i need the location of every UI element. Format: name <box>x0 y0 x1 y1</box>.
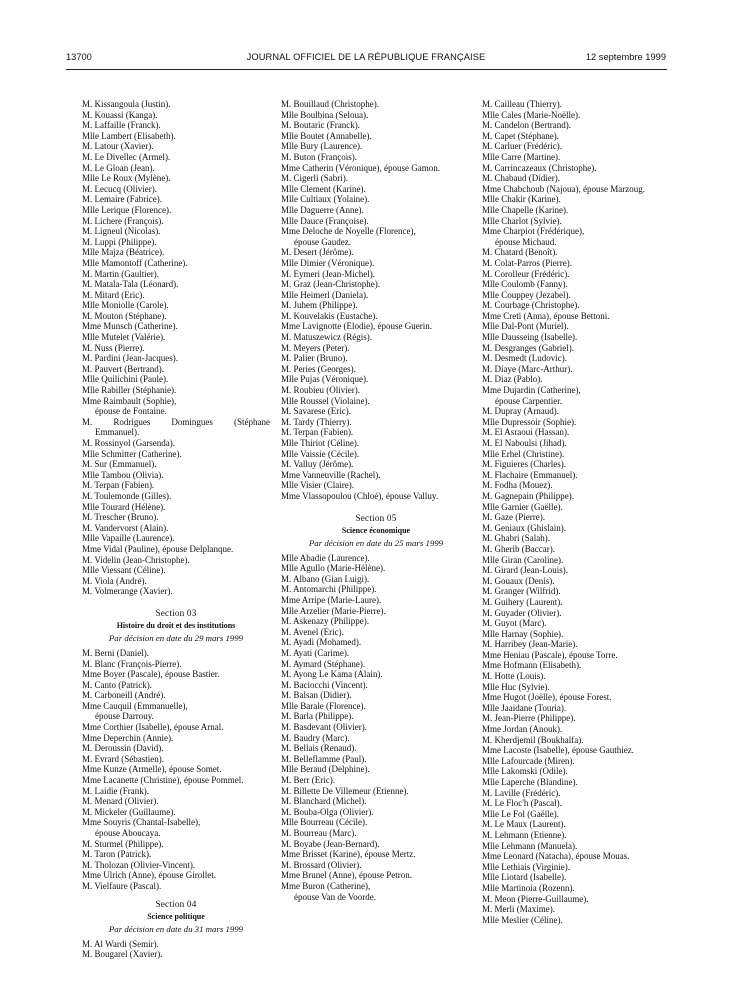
list-item: M. Barla (Philippe). <box>281 711 354 722</box>
list-item: Mlle Rabiller (Stéphanie). <box>82 385 177 396</box>
list-item: Mlle Dal-Pont (Muriel). <box>482 321 569 332</box>
section-title: Section 05 <box>355 512 397 523</box>
list-item: M. Toulemonde (Gilles). <box>82 490 172 501</box>
list-item: M. Terpan (Fabien). <box>82 480 155 491</box>
list-item: Mme Lavignotte (Elodie), épouse Guerin. <box>281 321 432 332</box>
list-item: M. Dupray (Arnaud). <box>482 406 559 417</box>
list-item: M. Gherib (Baccar). <box>482 543 555 554</box>
list-item: Mlle Huc (Sylvie). <box>482 681 550 692</box>
list-item: Mlle Boulbina (Seloua). <box>281 109 369 120</box>
list-item: Mlle Giran (Caroline). <box>482 554 564 565</box>
list-item: M. Cigerli (Sabri). <box>281 173 348 184</box>
list-item: M. Mitard (Eric). <box>82 289 145 300</box>
list-item: M. Kouassi (Kanga). <box>82 109 158 120</box>
list-item: épouse Darrouy. <box>95 711 154 722</box>
list-item: épouse Carpentier. <box>495 395 562 406</box>
list-item: Mlle Schmitter (Catherine). <box>82 448 182 459</box>
list-item: Mlle Lerique (Florence). <box>82 204 172 215</box>
list-item: M. Corolleur (Frédéric). <box>482 268 570 279</box>
list-item: Mme Hugot (Joëlle), épouse Forest. <box>482 692 612 703</box>
name-list <box>82 939 270 960</box>
list-item: M. Boyabe (Jean-Bernard). <box>281 838 380 849</box>
list-item: Mlle Le Roux (Mylène). <box>82 173 171 184</box>
list-item: M. Merli (Maxime). <box>482 904 555 915</box>
list-item: Mlle Moniolle (Carole). <box>82 300 169 311</box>
list-item: épouse Van de Voorde. <box>294 891 376 902</box>
list-item: Mlle Chapelle (Karine). <box>482 204 569 215</box>
list-item: M. Ayadi (Mohamed). <box>281 637 362 648</box>
name-list <box>82 99 270 597</box>
list-item: M. Eymeri (Jean-Michel). <box>281 268 375 279</box>
list-item: M. Peries (Georges). <box>281 363 356 374</box>
list-item: M. Mickeler (Guillaume). <box>82 806 176 817</box>
list-item: M. Martin (Gaultier). <box>82 268 159 279</box>
list-item: Mlle Dimier (Véronique). <box>281 257 375 268</box>
list-item: M. Courbage (Christophe). <box>482 300 580 311</box>
list-item: Mlle Abadie (Laurence). <box>281 552 370 563</box>
list-item: Mlle Lakomski (Odile). <box>482 766 568 777</box>
list-item: Mme Boyer (Pascale), épouse Bastier. <box>82 669 220 680</box>
page-number: 13700 <box>66 52 92 62</box>
list-item: M. Colat-Parros (Pierre). <box>482 257 572 268</box>
list-item: M. Desert (Jérôme). <box>281 247 354 258</box>
list-item: M. Flachaire (Emmanuel). <box>482 469 578 480</box>
list-item: Mme Lacoste (Isabelle), épouse Gauthiez. <box>482 745 634 756</box>
list-item: Mme Souyris (Chantal-Isabelle), <box>82 817 201 828</box>
list-item: M. Fodha (Mouez). <box>482 480 553 491</box>
list-item: M. Desgranges (Gabriel). <box>482 342 574 353</box>
list-item: Mme Creti (Anna), épouse Bettoni. <box>482 310 610 321</box>
list-item: Mlle Lehmann (Manuela). <box>482 840 578 851</box>
list-item: M. Luppi (Philippe). <box>82 236 157 247</box>
list-item: M. Cailleau (Thierry). <box>482 99 562 109</box>
list-item: M. Desmedt (Ludovic). <box>482 353 567 364</box>
list-item: M. Gaze (Pierre). <box>482 512 545 523</box>
list-item: Mlle Cultiaux (Yolaine). <box>281 194 370 205</box>
list-item: épouse Aboucaya. <box>95 828 161 838</box>
list-item: M. Figuieres (Charles). <box>482 459 566 470</box>
list-item: M. Lecucq (Olivier). <box>82 183 157 194</box>
list-item: Mlle Bourreau (Cécile). <box>281 817 368 828</box>
list-item: M. Kissangoula (Justin). <box>82 99 171 109</box>
list-item: M. Girard (Jean-Louis). <box>482 565 568 576</box>
list-item: Mlle Mamontoff (Catherine). <box>82 257 188 268</box>
list-item: M. Terpan (Fabien). <box>281 427 354 438</box>
list-item: M. Baciocchi (Vincent). <box>281 679 368 690</box>
list-item: M. Roubieu (Olivier). <box>281 385 360 396</box>
list-item: Mme Jordan (Anouk). <box>482 724 563 735</box>
list-item: M. Tardy (Thierry). <box>281 416 352 427</box>
list-item: M. El Naboulsi (Jihad). <box>482 438 567 448</box>
list-item: M. Menard (Olivier). <box>82 796 159 807</box>
list-item: Mlle Harnay (Sophie). <box>482 628 564 639</box>
list-item: Mlle Garnier (Gaëlle). <box>482 501 563 512</box>
list-item: M. Avenel (Eric). <box>281 626 344 637</box>
list-item: M. Deroussin (David). <box>82 743 164 754</box>
decision-line: Par décision en date du 25 mars 1999 <box>308 537 444 548</box>
name-list <box>281 99 471 502</box>
list-item: Mme Charpiot (Frédérique), <box>482 226 585 237</box>
list-item: M. Askenazy (Philippe). <box>281 616 369 627</box>
list-item: M. Taron (Patrick). <box>82 849 152 860</box>
list-item: M. Nuss (Pierre). <box>82 342 145 353</box>
list-item: Mlle Cales (Marie-Noëlle). <box>482 109 581 120</box>
list-item: Mlle Jaaidane (Touria). <box>482 702 567 713</box>
list-item: Mlle Vaissie (Cécile). <box>281 448 360 459</box>
list-item: Mlle Carre (Martine). <box>482 151 561 162</box>
list-item: M. Videlin (Jean-Christophe). <box>82 554 190 565</box>
list-item: M. Antomarchi (Philippe). <box>281 584 377 595</box>
list-item: Mme Leonard (Natacha), épouse Mouas. <box>482 851 630 862</box>
list-item: M. Carluer (Frédéric). <box>482 141 562 152</box>
list-item: M. Chatard (Benoît). <box>482 247 558 258</box>
list-item: M. Le Gloan (Jean). <box>82 162 155 173</box>
column-right <box>482 99 670 925</box>
list-item: M. Laffaille (Franck). <box>82 120 161 131</box>
list-item: M. Palier (Bruno). <box>281 353 348 364</box>
list-item: Mme Munsch (Catherine). <box>82 321 178 332</box>
list-item: Mme Buron (Catherine), <box>281 880 371 891</box>
list-item: M. Pauvert (Bertrand). <box>82 363 164 374</box>
list-item: Mlle Pujas (Véronique). <box>281 374 369 385</box>
list-item: Mme Corthier (Isabelle), épouse Arnal. <box>82 722 224 733</box>
list-item: M. Guyader (Olivier). <box>482 607 562 618</box>
list-item: M. Le Divellec (Armel). <box>82 151 171 162</box>
list-item: M. Diaye (Marc-Arthur). <box>482 363 573 374</box>
list-item: Mlle Coulomb (Fanny). <box>482 279 568 290</box>
list-item: M. Candelon (Bertrand). <box>482 120 571 131</box>
list-item: M. Rossinyol (Garsenda). <box>82 438 175 448</box>
list-item: M. Vandervorst (Alain). <box>82 522 169 533</box>
list-item: M. Canto (Patrick). <box>82 679 152 690</box>
list-item: Mlle Laperche (Blandine). <box>482 777 578 787</box>
list-item: M. Capet (Stéphane). <box>482 130 559 141</box>
list-item: Mlle Boutet (Annabelle). <box>281 130 372 141</box>
list-item: M. Tholozan (Olivier-Vincent). <box>82 859 196 870</box>
list-item: M. Gouaux (Denis). <box>482 575 555 586</box>
list-item: M. Guihery (Laurent). <box>482 596 563 607</box>
list-item: Mlle Majza (Béatrice). <box>82 247 165 258</box>
list-item: M. Matala-Tala (Léonard). <box>82 279 179 290</box>
list-item: Mlle Visier (Claire). <box>281 480 355 491</box>
list-item: M. Guyot (Marc). <box>482 618 547 629</box>
list-item: M. Matuszewicz (Régis). <box>281 332 372 343</box>
list-item: M. Vielfaure (Pascal). <box>82 880 162 891</box>
list-item: M. Buton (François). <box>281 151 357 162</box>
list-item: M. Latour (Xavier). <box>82 141 154 152</box>
list-item: M. Chabaud (Didier). <box>482 173 560 184</box>
list-item: Mlle Tourard (Hélène). <box>82 501 166 512</box>
list-item: M. Sturmel (Philippe). <box>82 838 164 849</box>
list-item: M. Ayong Le Kama (Alain). <box>281 669 383 680</box>
list-item: M. Balsan (Didier). <box>281 690 352 701</box>
list-item: M. Carboneill (André). <box>82 690 166 701</box>
list-item: M. Viola (André). <box>82 575 147 586</box>
column-left <box>82 99 270 960</box>
list-item: M. Bouba-Olga (Olivier). <box>281 806 374 817</box>
list-item: M. Bougarel (Xavier). <box>82 949 163 960</box>
list-item: M. Albano (Gian Luigi). <box>281 573 370 584</box>
list-item: Mlle Couppey (Jezabel). <box>482 289 571 300</box>
list-item: Mme Deloche de Noyelle (Florence), <box>281 226 416 237</box>
name-list <box>482 99 670 925</box>
list-item: Mme Vidal (Pauline), épouse Delplanque. <box>82 543 234 554</box>
list-item: Mlle Agullo (Marie-Hélène). <box>281 563 386 574</box>
list-item: Mme Kunze (Armelle), épouse Somet. <box>82 764 222 775</box>
list-item: M. Gagnepain (Philippe). <box>482 490 574 501</box>
list-item: Mlle Quilichini (Paule). <box>82 374 169 385</box>
header-rule <box>66 69 667 70</box>
list-item: M. Pardini (Jean-Jacques). <box>82 353 178 364</box>
page-header <box>66 52 666 66</box>
list-item: Mme Vlassopoulou (Chloé), épouse Valluy. <box>281 490 439 501</box>
list-item: M. Laidie (Frank). <box>82 785 149 796</box>
section-title: Section 03 <box>155 607 197 618</box>
list-item: Mlle Lethiais (Virginie). <box>482 861 571 872</box>
list-item: Mlle Dupressoir (Sophie). <box>482 416 577 427</box>
list-item: Mlle Liotard (Isabelle). <box>482 872 567 883</box>
list-item: épouse de Fontaine. <box>95 406 167 417</box>
list-item: M. Bourreau (Marc). <box>281 828 357 838</box>
list-item: Mlle Lambert (Elisabeth). <box>82 130 176 141</box>
column-middle <box>281 99 471 902</box>
list-item: M. Baudry (Marc). <box>281 732 350 743</box>
list-item: M. Lehmann (Etienne). <box>482 829 567 840</box>
list-item: Mme Heniau (Pascale), épouse Torre. <box>482 649 618 660</box>
section-subtitle: Science économique <box>341 525 411 535</box>
list-item: M. Granger (Wilfrid). <box>482 586 561 597</box>
list-item: M. Kherdjemil (Boukhalfa). <box>482 734 584 745</box>
list-item: M. Juhem (Philippe). <box>281 300 358 311</box>
list-item: Mme Arripe (Marie-Laure). <box>281 594 382 605</box>
list-item: M. Bellais (Renaud). <box>281 743 357 754</box>
list-item: Mme Chabchoub (Najoua), épouse Marzoug. <box>482 183 645 194</box>
list-item: M. Kouvelakis (Eustache). <box>281 310 378 321</box>
list-item: Mlle Dauce (Françoise). <box>281 215 369 226</box>
list-item: Mlle Clement (Karine). <box>281 183 366 194</box>
list-item: Mlle Meslier (Céline). <box>482 914 563 925</box>
list-item: M. Carrincazeaux (Christophe). <box>482 162 597 173</box>
list-item: Mme Lacanette (Christine), épouse Pommel. <box>82 775 244 786</box>
list-item: M. Lichere (François). <box>82 215 164 226</box>
list-item: Mme Cauquil (Emmanuelle), <box>82 700 188 711</box>
list-item: M. Harribey (Jean-Marie). <box>482 639 578 650</box>
list-item: Mlle Charlot (Sylvie). <box>482 215 562 226</box>
list-item: M. Diaz (Pablo). <box>482 374 543 385</box>
list-item: Mme Brunel (Anne), épouse Petron. <box>281 870 412 881</box>
list-item: Mme Deperchin (Annie). <box>82 732 174 743</box>
list-item: Mme Hofmann (Elisabeth). <box>482 660 582 671</box>
list-item: M. Lemaire (Fabrice). <box>82 194 162 205</box>
name-list <box>281 553 471 903</box>
list-item: M. Meyers (Peter). <box>281 342 350 353</box>
list-item: M. Ghabri (Salah). <box>482 533 550 544</box>
list-item: Mlle Daguerre (Anne). <box>281 204 364 215</box>
list-item: M. Blanc (François-Pierre). <box>82 658 182 669</box>
list-item: Mlle Chakir (Karine). <box>482 194 561 205</box>
list-item: M. El Asraoui (Hassan). <box>482 427 570 438</box>
list-item: M. Basdevant (Olivier). <box>281 722 367 733</box>
list-item: Mlle Viessant (Céline). <box>82 565 166 576</box>
list-item: M. Berni (Daniel). <box>82 647 149 658</box>
list-item: M. Ligneul (Nicolas). <box>82 226 161 237</box>
list-item: M. Meon (Pierre-Guillaume). <box>482 893 589 904</box>
decision-line: Par décision en date du 31 mars 1999 <box>108 923 244 934</box>
list-item: M. Sur (Emmanuel). <box>82 459 157 470</box>
list-item: M. Rodrigues Domingues (Stéphane <box>82 416 270 427</box>
list-item: Mlle Arzelier (Marie-Pierre). <box>281 605 386 616</box>
list-item: M. Billette De Villemeur (Etienne). <box>281 785 409 796</box>
list-item: Mlle Barale (Florence). <box>281 700 366 711</box>
list-item: épouse Michaud. <box>495 236 557 247</box>
list-item: M. Jean-Pierre (Philippe). <box>482 713 576 724</box>
list-item: épouse Gaudez. <box>294 236 351 247</box>
list-item: M. Ayati (Carime). <box>281 647 350 658</box>
list-item: M. Trescher (Bruno). <box>82 512 159 523</box>
list-item: Mme Dujardin (Catherine), <box>482 385 581 396</box>
list-item: Mlle Mutelet (Valérie). <box>82 332 166 343</box>
list-item: Mlle Vapaille (Laurence). <box>82 533 175 544</box>
list-item: Mlle Bury (Laurence). <box>281 141 363 152</box>
list-item: M. Belleflamme (Paul). <box>281 753 367 764</box>
list-item: Mme Raimbault (Sophie), <box>82 395 177 406</box>
list-item: M. Le Maux (Laurent). <box>482 819 566 830</box>
list-item: Mlle Dausseing (Isabelle). <box>482 332 578 343</box>
list-item: M. Valluy (Jérôme). <box>281 459 354 470</box>
journal-title: JOURNAL OFFICIEL DE LA RÉPUBLIQUE FRANÇAISE <box>246 52 486 62</box>
list-item: M. Savarese (Eric). <box>281 406 351 417</box>
list-item: Mlle Tambou (Olivia). <box>82 469 164 480</box>
list-item: M. Boutaric (Franck). <box>281 120 360 131</box>
list-item: Mlle Thiriot (Céline). <box>281 438 360 448</box>
section-subtitle: Science politique <box>147 911 205 921</box>
list-item: M. Bouillaud (Christophe). <box>281 99 379 109</box>
list-item: M. Hotte (Louis). <box>482 671 546 682</box>
list-item: M. Le Floc'h (Pascal). <box>482 798 562 809</box>
decision-line: Par décision en date du 29 mars 1999 <box>108 632 244 643</box>
list-item: M. Laville (Frédéric). <box>482 787 561 798</box>
issue-date: 12 septembre 1999 <box>585 52 666 62</box>
list-item: Mlle Erhel (Christine). <box>482 448 565 459</box>
list-item: M. Brossard (Olivier). <box>281 859 362 870</box>
list-item: Mlle Beraud (Delphine). <box>281 764 370 775</box>
name-list <box>82 648 270 892</box>
list-item: M. Berr (Eric). <box>281 775 335 786</box>
list-item: Emmanuel). <box>95 427 140 438</box>
list-item: M. Evrard (Sébastien). <box>82 753 164 764</box>
list-item: M. Blanchard (Michel). <box>281 796 367 807</box>
list-item: Mme Brisset (Karine), épouse Mertz. <box>281 849 416 860</box>
list-item: M. Mouton (Stéphane). <box>82 310 167 321</box>
list-item: Mlle Le Fol (Gaëlle). <box>482 808 559 819</box>
list-item: Mlle Roussel (Violaine). <box>281 395 370 406</box>
list-item: M. Al Wardi (Semir). <box>82 938 159 949</box>
list-item: M. Graz (Jean-Christophe). <box>281 279 380 290</box>
section-title: Section 04 <box>155 898 197 909</box>
list-item: M. Volmerange (Xavier). <box>82 586 173 597</box>
section-subtitle: Histoire du droit et des institutions <box>116 620 236 630</box>
list-item: Mme Catherin (Véronique), épouse Gamon. <box>281 162 440 173</box>
list-item: Mlle Heimerl (Daniela). <box>281 289 369 300</box>
list-item: M. Aymard (Stéphane). <box>281 658 366 669</box>
list-item: Mlle Lafourcade (Miren). <box>482 755 575 766</box>
list-item: Mlle Martinoia (Rozenn). <box>482 882 575 893</box>
list-item: Mme Vanneuville (Rachel). <box>281 469 381 480</box>
list-item: Mme Ulrich (Anne), épouse Girollet. <box>82 870 216 881</box>
list-item: M. Geniaux (Ghislain). <box>482 522 566 533</box>
